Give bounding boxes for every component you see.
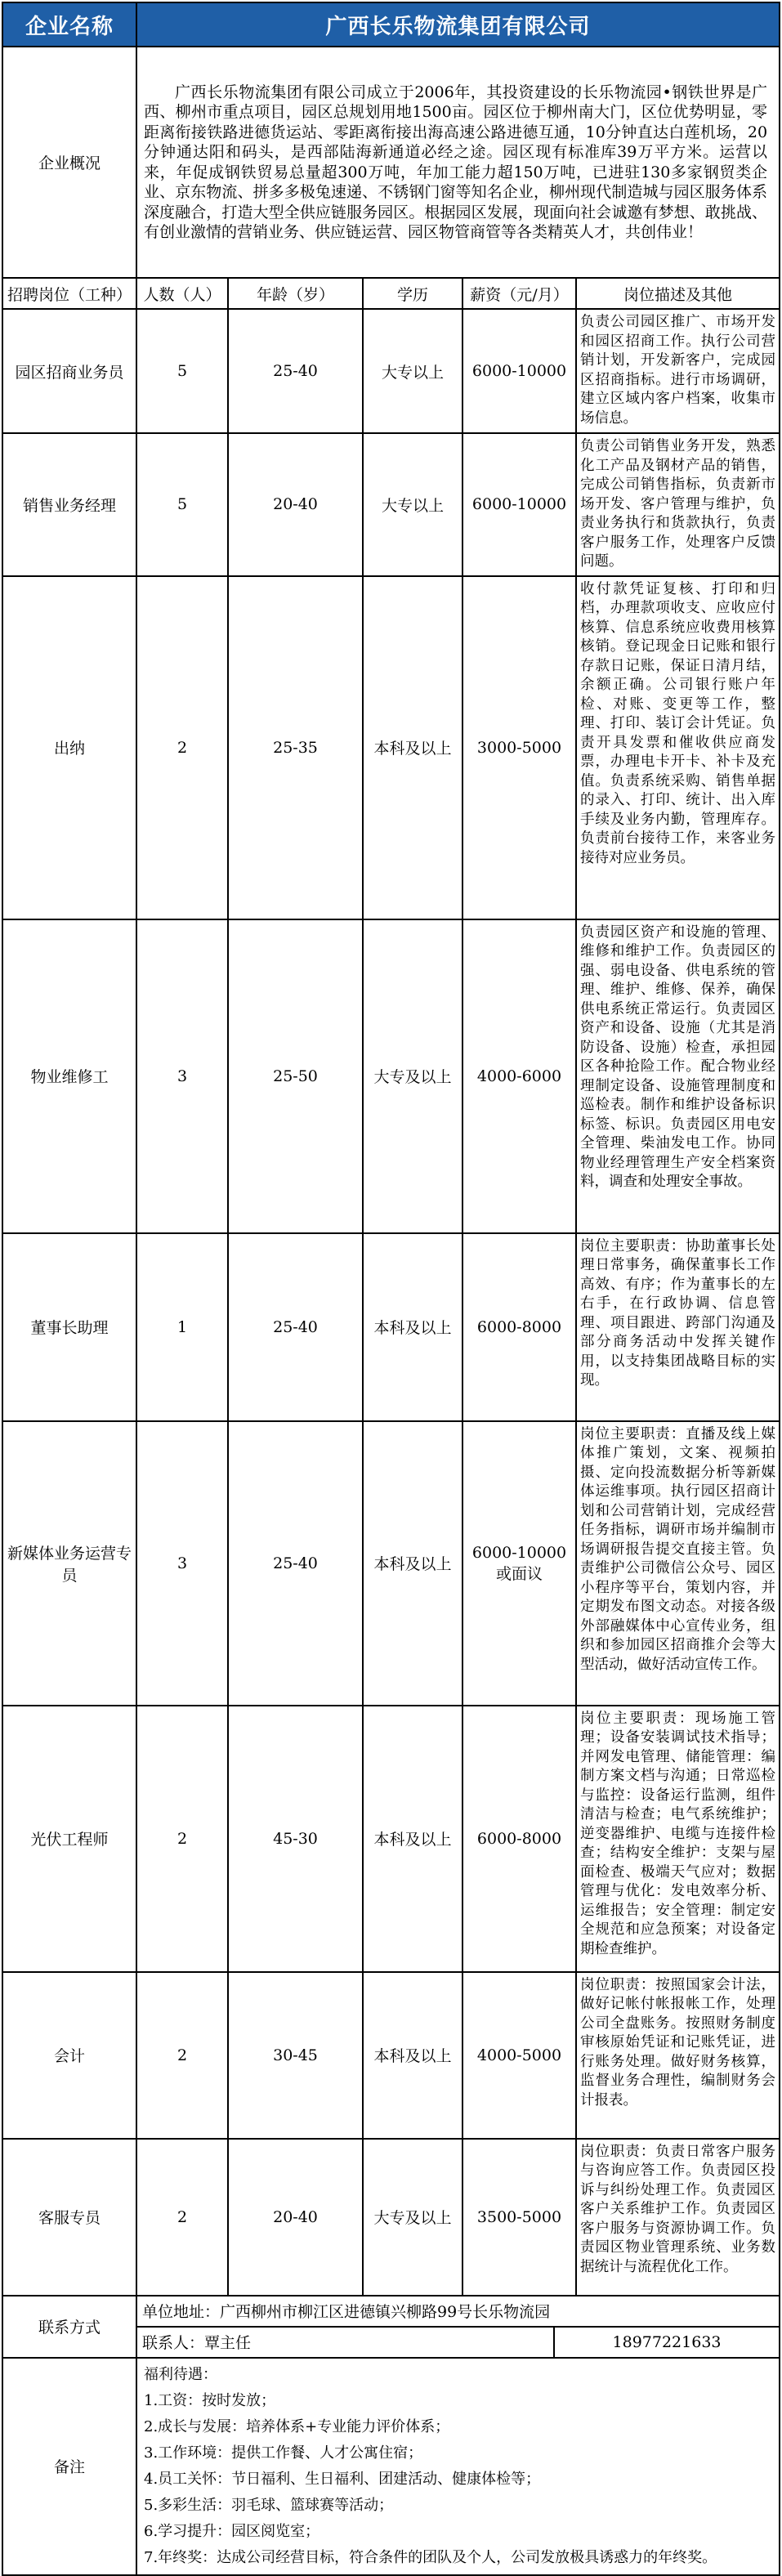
job-row <box>2 1972 780 2139</box>
job-description: 负责园区资产和设施的管理、维修和维护工作。负责园区的强、弱电设备、供电系统的管理、维护、维修、保养，确保供电系统正常运行。负责园区资产和设备、设施（尤其是消防设备、设施）检查，承担园区各种抢险工作。配合物业经理制定设备、设施管理制度和巡检表。制作和维护设备标识标签、标识。负责园区用电安全管理、柴油发电工作。协同物业经理管理生产安全档案资料，调查和处理安全事故。 <box>576 919 780 1233</box>
contact-person: 联系人：覃主任 <box>136 2327 554 2358</box>
notes-line: 5.多彩生活：羽毛球、篮球赛等活动； <box>144 2496 394 2514</box>
job-education: 本科及以上 <box>363 1233 462 1421</box>
job-position: 会计 <box>2 1972 136 2139</box>
job-count: 3 <box>136 919 228 1233</box>
job-salary: 6000-8000 <box>462 1706 576 1972</box>
job-row <box>2 309 780 433</box>
job-salary: 3500-5000 <box>462 2139 576 2296</box>
overview-row <box>2 47 780 278</box>
recruitment-table <box>2 2 780 2576</box>
job-description: 负责公司销售业务开发，熟悉化工产品及钢材产品的销售，完成公司销售指标，负责新市场开发、客户管理与维护，负责业务执行和货款执行，负责客户服务工作，处理客户反馈问题。 <box>576 433 780 576</box>
table-header-row <box>2 278 780 309</box>
job-education: 大专以上 <box>363 433 462 576</box>
col-header-education: 学历 <box>363 278 462 309</box>
company-name: 广西长乐物流集团有限公司 <box>136 2 780 47</box>
job-age: 30-45 <box>228 1972 363 2139</box>
job-row <box>2 576 780 919</box>
job-salary: 6000-10000 <box>471 1543 567 1562</box>
job-count: 2 <box>136 1706 228 1972</box>
job-age: 25-50 <box>228 919 363 1233</box>
job-age: 20-40 <box>228 2139 363 2296</box>
job-position: 光伏工程师 <box>2 1706 136 1972</box>
col-header-salary: 薪资（元/月） <box>462 278 576 309</box>
job-salary-note: 或面议 <box>495 1564 543 1583</box>
notes-content <box>136 2358 780 2575</box>
notes-line: 4.员工关怀：节日福利、生日福利、团建活动、健康体检等； <box>144 2470 541 2488</box>
job-salary: 3000-5000 <box>462 576 576 919</box>
notes-line: 3.工作环境：提供工作餐、人才公寓住宿； <box>144 2444 423 2462</box>
job-position: 物业维修工 <box>2 919 136 1233</box>
notes-row <box>2 2358 780 2575</box>
job-row <box>2 1421 780 1706</box>
job-row <box>2 433 780 576</box>
job-education: 大专及以上 <box>363 2139 462 2296</box>
job-count: 1 <box>136 1233 228 1421</box>
job-education: 本科及以上 <box>363 1421 462 1706</box>
job-description: 负责公司园区推广、市场开发和园区招商工作。执行公司营销计划，开发新客户，完成园区招商指标。进行市场调研，建立区域内客户档案，收集市场信息。 <box>576 309 780 433</box>
job-row <box>2 2139 780 2296</box>
notes-line: 6.学习提升：园区阅览室； <box>144 2522 320 2540</box>
job-count: 2 <box>136 576 228 919</box>
job-row <box>2 1233 780 1421</box>
job-age: 45-30 <box>228 1706 363 1972</box>
job-salary: 6000-10000 <box>462 433 576 576</box>
notes-label: 备注 <box>2 2358 136 2575</box>
col-header-description: 岗位描述及其他 <box>576 278 780 309</box>
job-salary: 6000-8000 <box>462 1233 576 1421</box>
notes-line: 1.工资：按时发放； <box>144 2391 276 2409</box>
job-education: 本科及以上 <box>363 576 462 919</box>
job-age: 25-40 <box>228 1421 363 1706</box>
recruitment-sheet <box>2 2 779 2576</box>
job-education: 大专以上 <box>363 309 462 433</box>
col-header-position: 招聘岗位（工种） <box>2 278 136 309</box>
job-education: 本科及以上 <box>363 1972 462 2139</box>
job-count: 5 <box>136 433 228 576</box>
job-salary: 6000-10000 <box>462 309 576 433</box>
contact-phone: 18977221633 <box>554 2327 780 2358</box>
job-salary: 4000-5000 <box>462 1972 576 2139</box>
job-count: 5 <box>136 309 228 433</box>
job-age: 20-40 <box>228 433 363 576</box>
job-description: 岗位职责：负责日常客户服务与咨询应答工作。负责园区投诉与纠纷处理工作。负责园区客户关系维护工作。负责园区客户服务与资源协调工作。负责园区物业管理系统、业务数据统计与流程优化工作。 <box>576 2139 780 2296</box>
job-age: 25-40 <box>228 309 363 433</box>
col-header-count: 人数（人） <box>136 278 228 309</box>
job-count: 3 <box>136 1421 228 1706</box>
header-row <box>2 2 780 47</box>
job-education: 本科及以上 <box>363 1706 462 1972</box>
contact-address: 单位地址：广西柳州市柳江区进德镇兴柳路99号长乐物流园 <box>136 2296 780 2327</box>
contact-label: 联系方式 <box>2 2296 136 2358</box>
job-row <box>2 1706 780 1972</box>
job-education: 大专及以上 <box>363 919 462 1233</box>
job-description: 岗位主要职责：现场施工管理；设备安装调试技术指导；并网发电管理、储能管理：编制方案文档与沟通；日常巡检与监控：设备运行监测，组件清洁与检查；电气系统维护；逆变器维护、电缆与连接件检查；结构安全维护：支架与屋面检查、极端天气应对；数据管理与优化：发电效率分析、运维报告；安全管理：制定安全规范和应急预案；对设备定期检查维护。 <box>576 1706 780 1972</box>
job-description: 收付款凭证复核、打印和归档，办理款项收支、应收应付核算、信息系统应收费用核算核销。登记现金日记账和银行存款日记账，保证日清月结，余额正确。公司银行账户年检、对账、变更等工作，整理、打印、装订会计凭证。负责开具发票和催收供应商发票，办理电卡开卡、补卡及充值。负责系统采购、销售单据的录入、打印、统计、出入库手续及业务内勤，管理库存。负责前台接待工作，来客业务接待对应业务员。 <box>576 576 780 919</box>
job-age: 25-40 <box>228 1233 363 1421</box>
job-count: 2 <box>136 1972 228 2139</box>
job-description: 岗位职责：按照国家会计法，做好记帐付帐报帐工作，处理公司全盘账务。按照财务制度审核原始凭证和记账凭证，进行账务处理。做好财务核算，监督业务合理性，编制财务会计报表。 <box>576 1972 780 2139</box>
notes-line: 7.年终奖：达成公司经营目标，符合条件的团队及个人，公司发放极具诱惑力的年终奖。 <box>144 2548 717 2566</box>
job-position: 园区招商业务员 <box>2 309 136 433</box>
job-salary: 4000-6000 <box>462 919 576 1233</box>
job-position: 出纳 <box>2 576 136 919</box>
job-description: 岗位主要职责：直播及线上媒体推广策划，文案、视频拍摄、定向投流数据分析等新媒体运维事项。执行园区招商计划和公司营销计划，完成经营任务指标，调研市场并编制市场调研报告提交直接主管。负责维护公司微信公众号、园区小程序等平台，策划内容，并定期发布图文动态。对接各级外部融媒体中心宣传业务，组织和参加园区招商推介会等大型活动，做好活动宣传工作。 <box>576 1421 780 1706</box>
company-label: 企业名称 <box>2 2 136 47</box>
notes-line: 2.成长与发展：培养体系+专业能力评价体系； <box>144 2417 450 2435</box>
col-header-age: 年龄（岁） <box>228 278 363 309</box>
job-description: 岗位主要职责：协助董事长处理日常事务，确保董事长工作高效、有序；作为董事长的左右手，在行政协调、信息管理、项目跟进、跨部门沟通及部分商务活动中发挥关键作用，以支持集团战略目标的实现。 <box>576 1233 780 1421</box>
job-position: 董事长助理 <box>2 1233 136 1421</box>
job-salary-cell <box>462 1421 576 1706</box>
job-position: 销售业务经理 <box>2 433 136 576</box>
job-position: 客服专员 <box>2 2139 136 2296</box>
contact-row <box>2 2296 780 2327</box>
job-count: 2 <box>136 2139 228 2296</box>
overview-label: 企业概况 <box>2 47 136 278</box>
job-row <box>2 919 780 1233</box>
notes-line: 福利待遇： <box>144 2365 217 2383</box>
job-age: 25-35 <box>228 576 363 919</box>
overview-text: 广西长乐物流集团有限公司成立于2006年，其投资建设的长乐物流园•钢铁世界是广西、柳州市重点项目，园区总规划用地1500亩。园区位于柳州南大门，区位优势明显，零距离衔接铁路进德货运站、零距离衔接出海高速公路进德互通，10分钟直达白莲机场，20分钟通达阳和码头，是西部陆海新通道必经之途。园区现有标准库39万平方米。运营以来，年促成钢铁贸易总量超300万吨，年加工能力超150万吨，已进驻130多家钢贸类企业、京东物流、拼多多极兔速递、不锈钢门窗等知名企业，柳州现代制造城与园区服务体系深度融合，打造大型全供应链服务园区。根据园区发展，现面向社会诚邀有梦想、敢挑战、有创业激情的营销业务、供应链运营、园区物管商管等各类精英人才，共创伟业！ <box>136 47 780 278</box>
job-position: 新媒体业务运营专员 <box>2 1421 136 1706</box>
